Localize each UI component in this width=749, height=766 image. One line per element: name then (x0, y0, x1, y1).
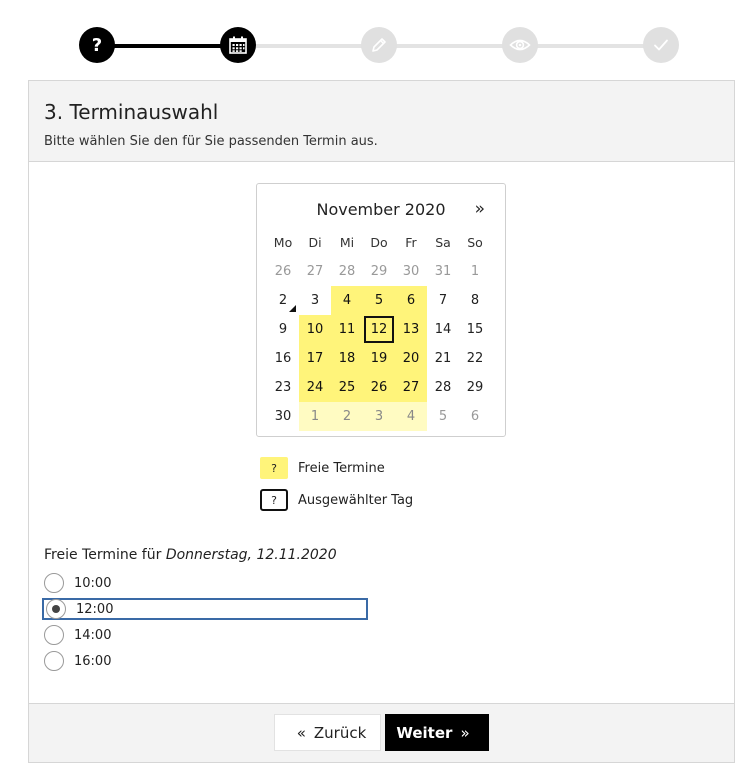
weekday-header: Do (370, 235, 388, 250)
calendar-day[interactable]: 10 (299, 315, 331, 344)
card-footer (29, 703, 734, 762)
check-icon (651, 35, 671, 55)
calendar-day: 28 (434, 380, 452, 395)
back-button-label: Zurück (313, 723, 367, 742)
calendar-day: 8 (470, 293, 480, 308)
time-label-1600: 16:00 (74, 653, 112, 669)
weekday-header: Di (308, 235, 322, 250)
weekday-header: Fr (405, 235, 417, 250)
next-button[interactable] (385, 714, 489, 751)
weekday-header: Mo (273, 235, 293, 250)
step-2-calendar[interactable] (220, 27, 256, 63)
calendar-day: 22 (466, 351, 484, 366)
calendar-week-row (267, 315, 491, 344)
step-5-confirm[interactable] (643, 27, 679, 63)
next-arrow-icon: » (460, 723, 470, 742)
stepper-line-remaining (238, 44, 661, 48)
calendar-day[interactable]: 4 (395, 402, 427, 431)
legend-selected (260, 489, 413, 511)
radio-1400[interactable] (44, 625, 64, 645)
back-button[interactable] (274, 714, 381, 751)
time-option-1400[interactable] (42, 624, 368, 646)
calendar-day: 3 (310, 293, 320, 308)
calendar-day[interactable]: 1 (299, 402, 331, 431)
calendar-day: 30 (402, 264, 420, 279)
calendar-day: 31 (434, 264, 452, 279)
calendar-icon (228, 35, 248, 55)
calendar-day: 14 (434, 322, 452, 337)
calendar-day: 27 (306, 264, 324, 279)
calendar-day: 1 (470, 264, 480, 279)
legend-free-swatch: ? (260, 457, 288, 479)
appointment-card (28, 80, 735, 763)
progress-stepper (0, 0, 749, 80)
calendar-day: 6 (470, 409, 480, 424)
page-title: 3. Terminauswahl (44, 100, 219, 124)
calendar-week-row (267, 286, 491, 315)
date-picker-calendar (256, 183, 506, 437)
step-3-edit[interactable] (361, 27, 397, 63)
back-arrow-icon: « (296, 723, 306, 742)
next-month-button[interactable]: » (474, 199, 485, 219)
times-heading (44, 547, 337, 563)
next-button-label: Weiter (396, 723, 453, 742)
calendar-day: 23 (274, 380, 292, 395)
radio-1200[interactable] (46, 599, 66, 619)
calendar-week-row (267, 344, 491, 373)
calendar-day: 29 (370, 264, 388, 279)
legend-selected-swatch: ? (260, 489, 288, 511)
calendar-day[interactable]: 5 (363, 286, 395, 315)
calendar-grid (267, 228, 491, 431)
calendar-day[interactable]: 24 (299, 373, 331, 402)
time-label-1000: 10:00 (74, 575, 112, 591)
weekday-header: Mi (339, 235, 355, 250)
step-4-preview[interactable] (502, 27, 538, 63)
calendar-weekday-row (267, 228, 491, 257)
calendar-day: 15 (466, 322, 484, 337)
calendar-day: 21 (434, 351, 452, 366)
legend-selected-label: Ausgewählter Tag (298, 492, 414, 508)
calendar-day: 9 (278, 322, 288, 337)
calendar-month-label: November 2020 (316, 200, 446, 219)
time-label-1400: 14:00 (74, 627, 112, 643)
times-heading-prefix: Freie Termine für (44, 547, 166, 563)
radio-1000[interactable] (44, 573, 64, 593)
calendar-day: 29 (466, 380, 484, 395)
time-option-1600[interactable] (42, 650, 368, 672)
calendar-day[interactable]: 20 (395, 344, 427, 373)
calendar-week-row (267, 402, 491, 431)
pencil-icon (369, 35, 389, 55)
calendar-day: 5 (438, 409, 448, 424)
card-header (29, 81, 734, 162)
page-subtitle: Bitte wählen Sie den für Sie passenden Termin aus. (44, 134, 378, 149)
time-option-1000[interactable] (42, 572, 368, 594)
radio-1600[interactable] (44, 651, 64, 671)
calendar-day[interactable]: 17 (299, 344, 331, 373)
calendar-week-row (267, 257, 491, 286)
times-heading-date: Donnerstag, 12.11.2020 (165, 547, 337, 563)
calendar-day: 7 (438, 293, 448, 308)
weekday-header: Sa (435, 235, 451, 250)
calendar-day[interactable]: 18 (331, 344, 363, 373)
calendar-day: 26 (274, 264, 292, 279)
calendar-day-selected[interactable]: 12 (363, 315, 395, 344)
calendar-week-row (267, 373, 491, 402)
calendar-day: 2 (267, 286, 299, 315)
calendar-day[interactable]: 6 (395, 286, 427, 315)
calendar-day: 28 (338, 264, 356, 279)
calendar-day[interactable]: 25 (331, 373, 363, 402)
legend-free (260, 457, 385, 479)
weekday-header: So (467, 235, 483, 250)
stepper-line-completed (97, 44, 238, 48)
calendar-day[interactable]: 11 (331, 315, 363, 344)
calendar-day[interactable]: 2 (331, 402, 363, 431)
calendar-day[interactable]: 13 (395, 315, 427, 344)
time-option-1200[interactable] (42, 598, 368, 620)
eye-icon (509, 35, 531, 55)
step-1-question[interactable] (79, 27, 115, 63)
calendar-day[interactable]: 4 (331, 286, 363, 315)
calendar-day[interactable]: 3 (363, 402, 395, 431)
calendar-day[interactable]: 27 (395, 373, 427, 402)
question-icon: ? (91, 34, 103, 56)
calendar-day[interactable]: 19 (363, 344, 395, 373)
time-label-1200: 12:00 (76, 601, 114, 617)
calendar-day[interactable]: 26 (363, 373, 395, 402)
calendar-day: 16 (274, 351, 292, 366)
legend-free-label: Freie Termine (298, 460, 385, 476)
calendar-day: 30 (274, 409, 292, 424)
